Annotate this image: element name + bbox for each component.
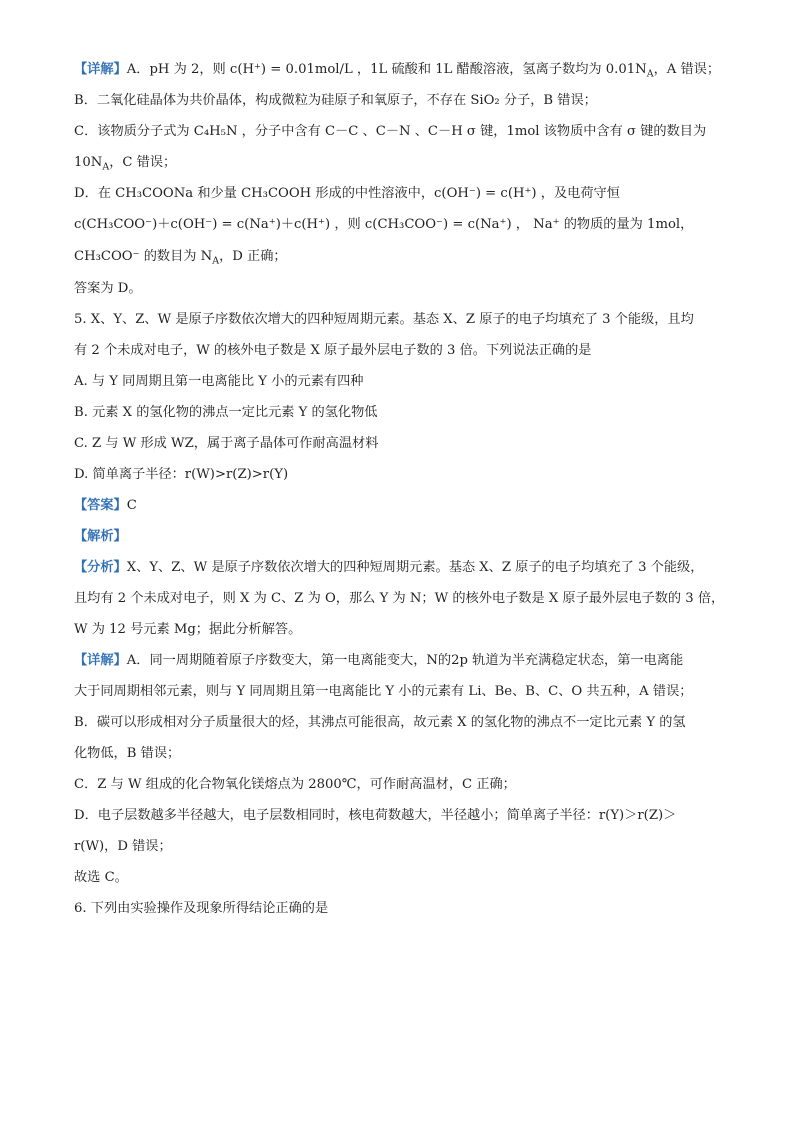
text-line bbox=[74, 527, 127, 547]
text-line bbox=[74, 496, 137, 516]
line-text: W 为 12 号元素 Mg；据此分析解答。 bbox=[74, 622, 302, 637]
text-line bbox=[74, 122, 706, 142]
line-text: 大于同周期相邻元素，则与 Y 同周期且第一电离能比 Y 小的元素有 Li、Be、B、C、O 共五种，A 错误； bbox=[74, 684, 693, 699]
text-line bbox=[74, 868, 128, 888]
line-tail: ，A 错误； bbox=[653, 62, 721, 77]
line-text: 化物低，B 错误； bbox=[74, 746, 181, 761]
line-text: 6. 下列由实验操作及现象所得结论正确的是 bbox=[74, 901, 329, 916]
line-text: 故选 C。 bbox=[74, 870, 128, 885]
text-line bbox=[74, 184, 620, 204]
line-text: r(W)，D 错误； bbox=[74, 839, 172, 854]
text-line bbox=[74, 153, 176, 173]
section-tag: 【分析】 bbox=[74, 560, 127, 575]
text-line bbox=[74, 403, 378, 423]
line-text: 答案为 D。 bbox=[74, 281, 142, 296]
text-line bbox=[74, 713, 686, 733]
section-tag: 【详解】 bbox=[74, 653, 127, 668]
section-tag: 【解析】 bbox=[74, 529, 127, 544]
text-line bbox=[74, 247, 287, 267]
line-text: C. Z 与 W 形成 WZ，属于离子晶体可作耐高温材料 bbox=[74, 436, 379, 451]
text-line bbox=[74, 744, 180, 764]
text-line bbox=[74, 682, 692, 702]
text-line bbox=[74, 60, 720, 80]
line-text: B．二氧化硅晶体为共价晶体，构成微粒为硅原子和氧原子，不存在 SiO₂ 分子，B 错误； bbox=[74, 93, 597, 108]
line-text: A．pH 为 2，则 c(H⁺) = 0.01mol/L ，1L 硫酸和 1L 醋酸溶液，氢离子数均为 0.01N bbox=[126, 62, 647, 77]
line-text: A. 与 Y 同周期且第一电离能比 Y 小的元素有四种 bbox=[74, 374, 364, 389]
section-tag: 【详解】 bbox=[74, 62, 127, 77]
line-text: C．该物质分子式为 C₄H₅N ，分子中含有 C－C 、C－N 、C－H σ 键，1mol 该物质中含有 σ 键的数目为 bbox=[74, 124, 707, 139]
text-line bbox=[74, 215, 693, 235]
text-line bbox=[74, 806, 676, 826]
line-tail: ，D 正确； bbox=[219, 249, 287, 264]
text-line bbox=[74, 465, 288, 485]
text-line bbox=[74, 279, 142, 299]
line-text: c(CH₃COO⁻)＋c(OH⁻) = c(Na⁺)＋c(H⁺) ，则 c(CH₃COO⁻) = c(Na⁺) ， Na⁺ 的物质的量为 1mol， bbox=[74, 217, 694, 232]
text-line bbox=[74, 651, 683, 671]
text-line bbox=[74, 91, 597, 111]
line-text: C bbox=[126, 498, 137, 513]
section-tag: 【答案】 bbox=[74, 498, 127, 513]
line-text: 且均有 2 个未成对电子，则 X 为 C、Z 为 O，那么 Y 为 N；W 的核外电子数是 X 原子最外层电子数的 3 倍， bbox=[74, 591, 725, 606]
text-line bbox=[74, 372, 363, 392]
text-line bbox=[74, 558, 703, 578]
text-line bbox=[74, 837, 172, 857]
text-line bbox=[74, 620, 301, 640]
text-line bbox=[74, 310, 694, 330]
line-text: B．碳可以形成相对分子质量很大的烃，其沸点可能很高，故元素 X 的氢化物的沸点不一定比元素 Y 的氢 bbox=[74, 715, 686, 730]
line-text: 10N bbox=[74, 155, 103, 170]
line-text: A．同一周期随着原子序数变大，第一电离能变大，N的2p 轨道为半充满稳定状态，第一电离能 bbox=[126, 653, 684, 668]
line-text: X、Y、Z、W 是原子序数依次增大的四种短周期元素。基态 X、Z 原子的电子均填充了 3 个能级， bbox=[126, 560, 704, 575]
line-text: D. 简单离子半径：r(W)>r(Z)>r(Y) bbox=[74, 467, 289, 482]
text-line bbox=[74, 899, 328, 919]
line-text: C．Z 与 W 组成的化合物氧化镁熔点为 2800℃，可作耐高温材，C 正确； bbox=[74, 777, 516, 792]
subscript: A bbox=[102, 161, 110, 173]
text-line bbox=[74, 434, 378, 454]
text-line bbox=[74, 775, 516, 795]
line-text: CH₃COO⁻ 的数目为 N bbox=[74, 249, 213, 264]
subscript: A bbox=[212, 255, 220, 267]
line-tail: ，C 错误； bbox=[109, 155, 177, 170]
line-text: 5. X、Y、Z、W 是原子序数依次增大的四种短周期元素。基态 X、Z 原子的电子均填充了 3 个能级，且均 bbox=[74, 312, 694, 327]
line-text: 有 2 个未成对电子，W 的核外电子数是 X 原子最外层电子数的 3 倍。下列说法正确的是 bbox=[74, 343, 592, 358]
line-text: D．电子层数越多半径越大，电子层数相同时，核电荷数越大，半径越小；简单离子半径：r(Y)＞r(Z)＞ bbox=[74, 808, 677, 823]
text-line bbox=[74, 589, 724, 609]
line-text: D．在 CH₃COONa 和少量 CH₃COOH 形成的中性溶液中，c(OH⁻) = c(H⁺) ，及电荷守恒 bbox=[74, 186, 620, 201]
text-line bbox=[74, 341, 591, 361]
subscript: A bbox=[646, 68, 654, 80]
line-text: B. 元素 X 的氢化物的沸点一定比元素 Y 的氢化物低 bbox=[74, 405, 378, 420]
